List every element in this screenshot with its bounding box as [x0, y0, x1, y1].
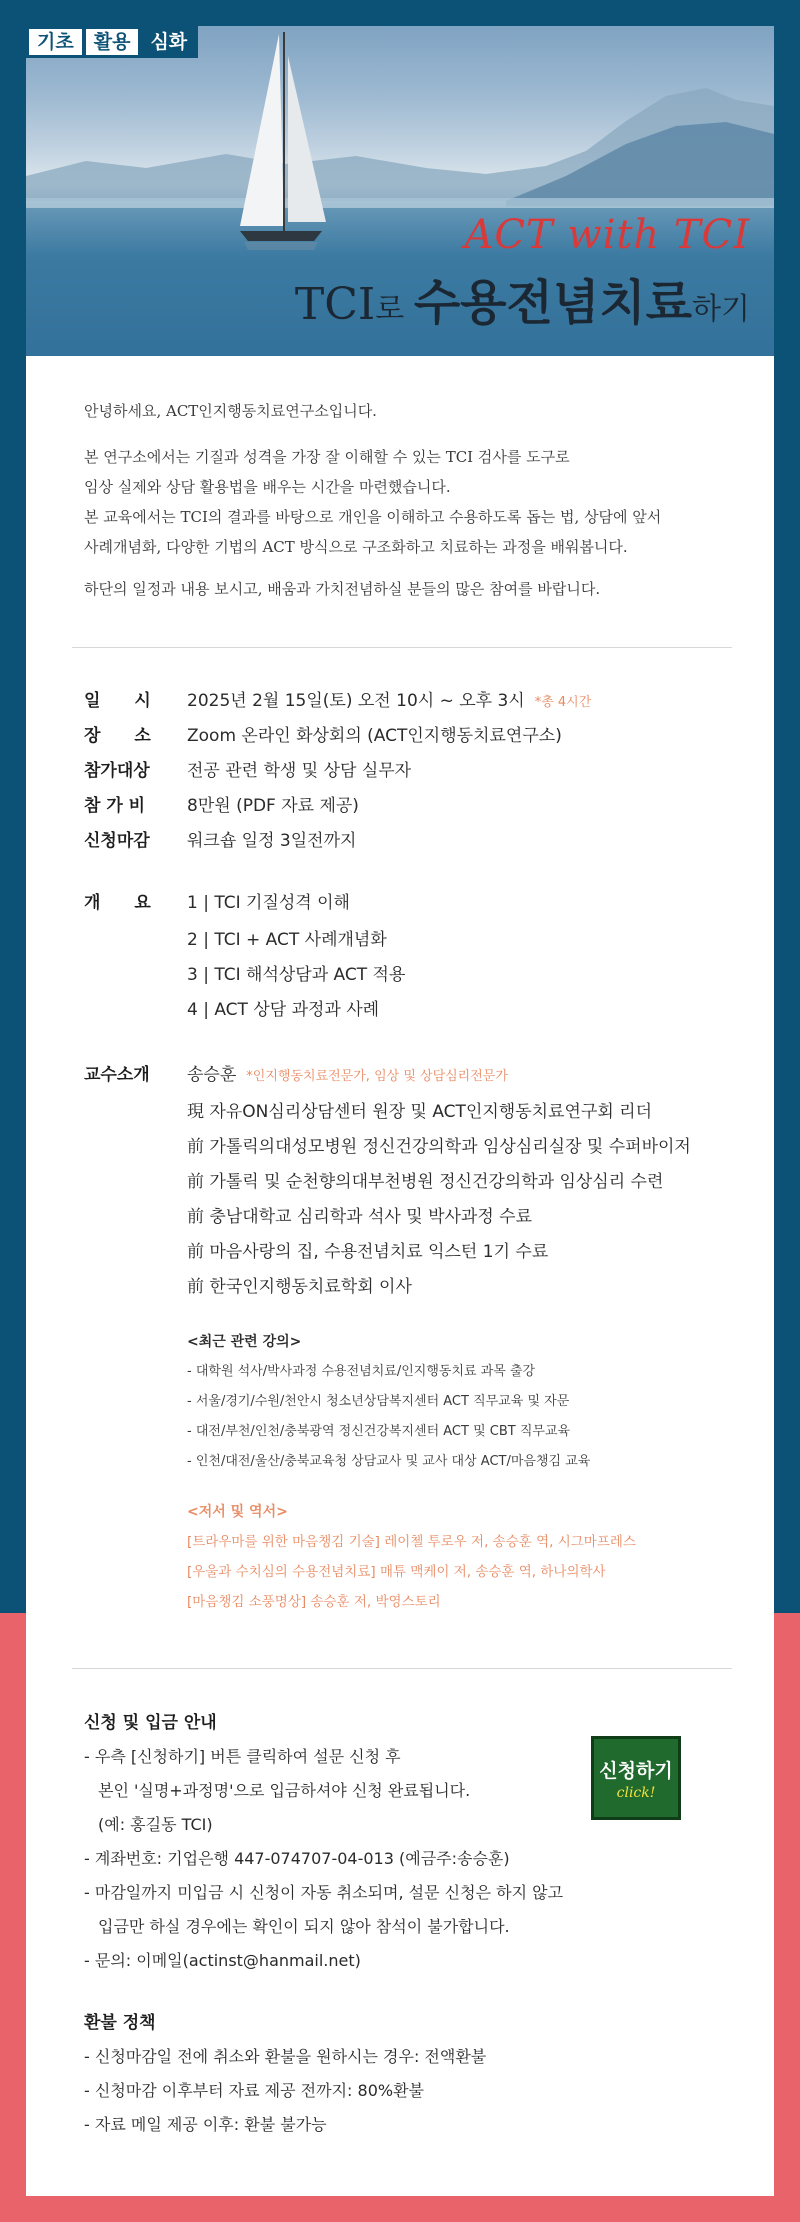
books-block [84, 1497, 744, 1617]
apply-line: - 우측 [신청하기] 버튼 클릭하여 설문 신청 후 [84, 1747, 401, 1766]
apply-line: - 계좌번호: 기업은행 447-074707-04-013 (예금주:송승훈) [84, 1849, 510, 1868]
info-note: *총 4시간 [534, 695, 592, 710]
title-hagi: 하기 [692, 292, 750, 327]
intro-body [84, 442, 744, 562]
apply-button-label: 신청하기 [599, 1759, 673, 1782]
level-badges [26, 26, 198, 58]
apply-heading: 신청 및 입금 안내 [84, 1713, 217, 1733]
info-row-fee [84, 791, 744, 826]
apply-line: 본인 '실명+과정명'으로 입금하셔야 신청 완료됩니다. [98, 1781, 471, 1800]
career-item: 前 가톨릭 및 순천향의대부천병원 정신건강의학과 임상심리 수련 [187, 1172, 664, 1192]
instructor-section [84, 1060, 744, 1617]
apply-line: - 문의: 이메일(actinst@hanmail.net) [84, 1951, 361, 1970]
intro-greeting: 안녕하세요, ACT인지행동치료연구소입니다. [84, 402, 377, 420]
badge-advanced: 심화 [142, 29, 195, 55]
career-item: 前 마음사랑의 집, 수용전념치료 익스턴 1기 수료 [187, 1242, 549, 1262]
lecture-item: - 서울/경기/수원/천안시 청소년상담복지센터 ACT 직무교육 및 자문 [187, 1394, 570, 1409]
overview-row [84, 888, 744, 923]
apply-button-sub: click! [616, 1784, 656, 1801]
badge-applied: 활용 [86, 29, 139, 55]
refund-line: - 신청마감 이후부터 자료 제공 전까지: 80%환불 [84, 2081, 424, 2100]
info-value: 8만원 (PDF 자료 제공) [187, 796, 359, 816]
info-value: 2025년 2월 15일(토) 오전 10시 ~ 오후 3시 [187, 691, 525, 711]
info-row-deadline [84, 826, 744, 861]
overview-section [84, 888, 744, 1028]
career-item: 前 가톨릭의대성모병원 정신건강의학과 임상심리실장 및 수퍼바이저 [187, 1137, 691, 1157]
overview-item: 4 | ACT 상담 과정과 사례 [187, 1000, 380, 1020]
info-value: 전공 관련 학생 및 상담 실무자 [187, 761, 412, 781]
book-item: [트라우마를 위한 마음챙김 기술] 레이첼 투로우 저, 송승훈 역, 시그마프레스 [187, 1534, 636, 1550]
books-heading: <저서 및 역서> [187, 1504, 288, 1520]
overview-item: 3 | TCI 해석상담과 ACT 적용 [187, 965, 406, 985]
instructor-row [84, 1060, 744, 1095]
career-item: 前 충남대학교 심리학과 석사 및 박사과정 수료 [187, 1207, 533, 1227]
refund-heading: 환불 정책 [84, 2013, 156, 2033]
content-card [26, 356, 774, 2196]
apply-button[interactable] [591, 1736, 681, 1820]
intro-line-4: 사례개념화, 다양한 기법의 ACT 방식으로 구조화하고 치료하는 과정을 배워봅니다. [84, 538, 628, 556]
info-table [84, 686, 744, 861]
instructor-name: 송승훈 [187, 1065, 237, 1085]
hero-title [295, 264, 750, 333]
instructor-note: *인지행동치료전문가, 임상 및 상담심리전문가 [246, 1069, 508, 1084]
lectures-heading: <최근 관련 강의> [187, 1334, 302, 1350]
intro-line-1: 본 연구소에서는 기질과 성격을 가장 잘 이해할 수 있는 TCI 검사를 도구로 [84, 448, 570, 466]
info-label: 장 소 [84, 726, 151, 746]
career-item: 前 한국인지행동치료학회 이사 [187, 1277, 412, 1297]
divider-2 [72, 1668, 732, 1669]
info-value: 워크숍 일정 3일전까지 [187, 831, 357, 851]
info-label: 일 시 [84, 691, 151, 711]
lecture-item: - 대학원 석사/박사과정 수용전념치료/인지행동치료 과목 출강 [187, 1364, 536, 1379]
info-row-date [84, 686, 744, 721]
title-tci: TCI [294, 279, 376, 330]
hero-banner [26, 26, 774, 356]
intro-text [84, 396, 744, 620]
info-label: 참 가 비 [84, 796, 146, 816]
overview-label: 개 요 [84, 893, 151, 913]
intro-closing: 하단의 일정과 내용 보시고, 배움과 가치전념하실 분들의 많은 참여를 바랍니다. [84, 580, 601, 598]
lectures-block [84, 1327, 744, 1477]
info-row-place [84, 721, 744, 756]
overview-item: 1 | TCI 기질성격 이해 [187, 893, 350, 913]
book-item: [마음챙김 소풍명상] 송승훈 저, 박영스토리 [187, 1594, 441, 1610]
divider-1 [72, 647, 732, 648]
info-value: Zoom 온라인 화상회의 (ACT인지행동치료연구소) [187, 726, 562, 746]
book-item: [우울과 수치심의 수용전념치료] 매튜 맥케이 저, 송승훈 역, 하나의학사 [187, 1564, 606, 1580]
info-row-target [84, 756, 744, 791]
refund-line: - 신청마감일 전에 취소와 환불을 원하시는 경우: 전액환불 [84, 2047, 487, 2066]
intro-line-3: 본 교육에서는 TCI의 결과를 바탕으로 개인을 이해하고 수용하도록 돕는 법, 상담에 앞서 [84, 508, 662, 526]
instructor-label: 교수소개 [84, 1065, 150, 1085]
intro-line-2: 임상 실제와 상담 활용법을 배우는 시간을 마련했습니다. [84, 478, 451, 496]
title-ro: 로 [375, 292, 414, 327]
info-label: 참가대상 [84, 761, 150, 781]
info-label: 신청마감 [84, 831, 150, 851]
apply-line: (예: 홍길동 TCI) [98, 1815, 213, 1834]
apply-line: - 마감일까지 미입금 시 신청이 자동 취소되며, 설문 신청은 하지 않고 [84, 1883, 564, 1902]
badge-basic: 기초 [29, 29, 82, 55]
refund-line: - 자료 메일 제공 이후: 환불 불가능 [84, 2115, 327, 2134]
career-item: 現 자유ON심리상담센터 원장 및 ACT인지행동치료연구회 리더 [187, 1102, 652, 1122]
title-act: 수용전념치료 [413, 275, 693, 331]
lecture-item: - 인천/대전/울산/충북교육청 상담교사 및 교사 대상 ACT/마음챙김 교육 [187, 1454, 591, 1469]
apply-line: 입금만 하실 경우에는 확인이 되지 않아 참석이 불가합니다. [98, 1917, 510, 1936]
overview-item: 2 | TCI + ACT 사례개념화 [187, 930, 387, 950]
lecture-item: - 대전/부천/인천/충북광역 정신건강복지센터 ACT 및 CBT 직무교육 [187, 1424, 571, 1439]
hero-subtitle: ACT with TCI [464, 212, 750, 258]
refund-section [84, 2006, 744, 2142]
